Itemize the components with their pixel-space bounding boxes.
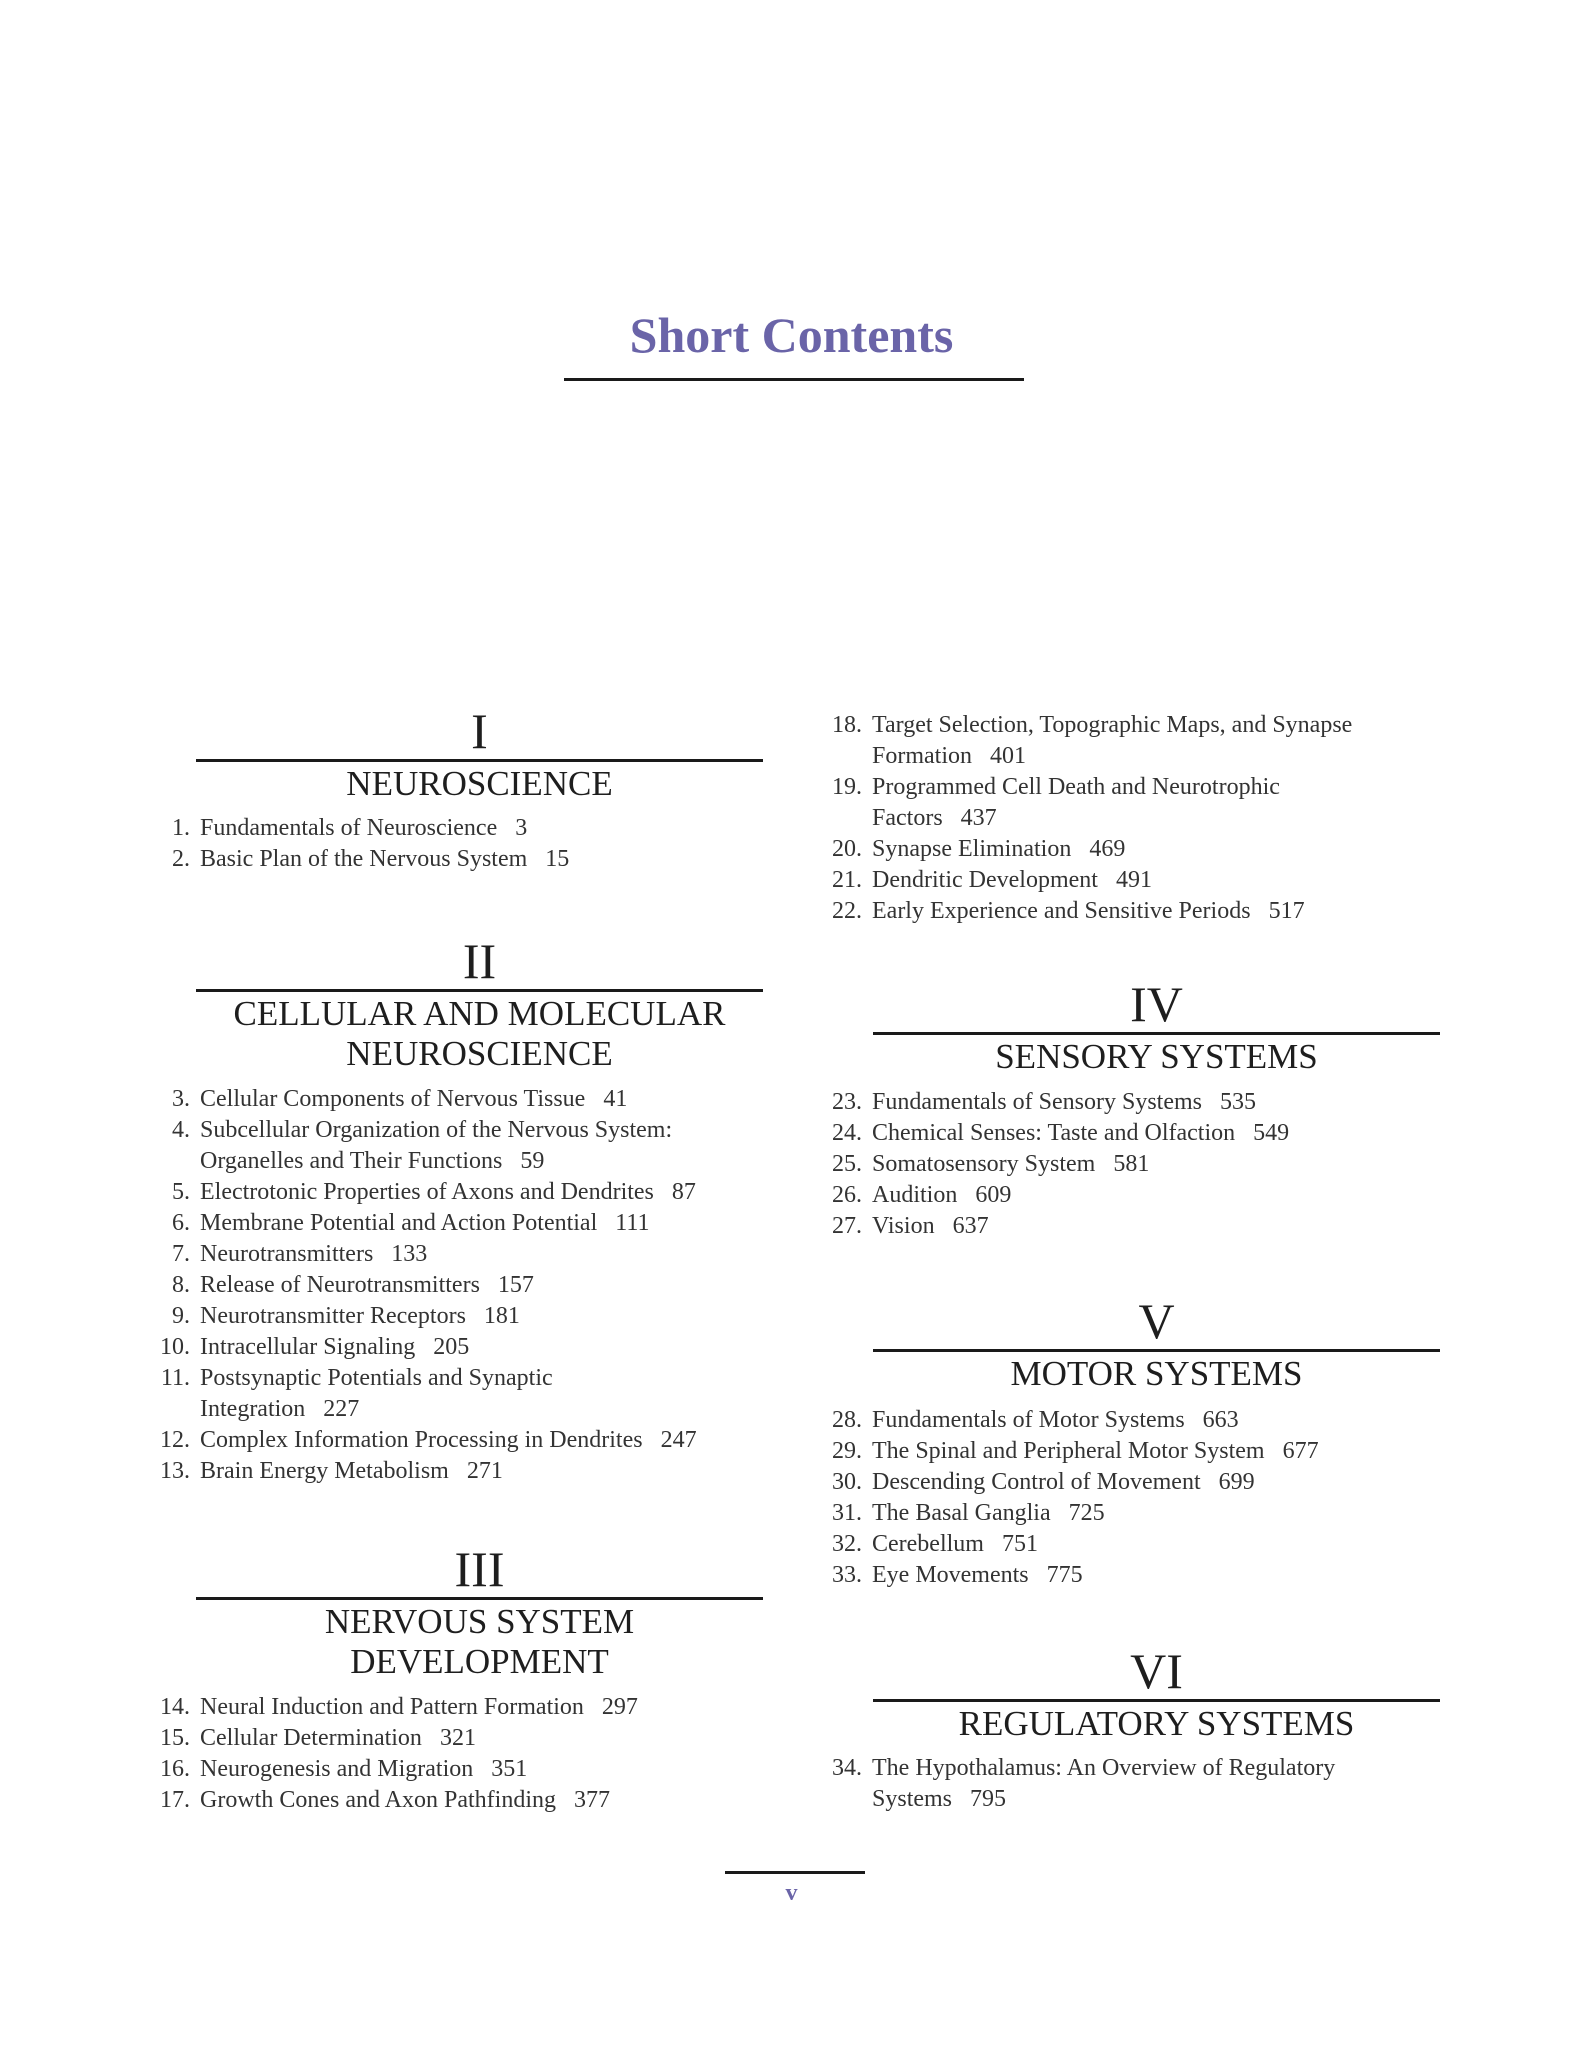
toc-entry[interactable]: [150, 1270, 790, 1301]
toc-entry[interactable]: [150, 1363, 790, 1425]
chapter-title: Neurotransmitters: [200, 1241, 374, 1267]
chapter-title: Growth Cones and Axon Pathfinding: [200, 1787, 556, 1813]
chapter-number: 10.: [160, 1334, 190, 1360]
chapter-page: 111: [615, 1210, 650, 1236]
chapter-page: 133: [391, 1241, 428, 1267]
part-heading: [873, 976, 1440, 1077]
chapter-page: 3: [515, 815, 528, 841]
part-numeral: IV: [1130, 976, 1183, 1032]
chapter-number: 30.: [832, 1469, 862, 1495]
part-name: SENSORY SYSTEMS: [995, 1037, 1318, 1076]
chapter-title: Dendritic Development: [872, 867, 1098, 893]
chapter-title: The Hypothalamus: An Overview of Regulatory Systems: [872, 1755, 1336, 1812]
chapter-page: 609: [975, 1182, 1012, 1208]
chapter-title: Synapse Elimination: [872, 836, 1072, 862]
toc-entry[interactable]: [822, 1753, 1462, 1815]
toc-entry[interactable]: [150, 1332, 790, 1363]
chapter-number: 29.: [832, 1438, 862, 1464]
toc-entry[interactable]: [150, 1785, 790, 1816]
chapter-title: Brain Energy Metabolism: [200, 1458, 449, 1484]
part-rule: [873, 1699, 1440, 1702]
chapter-title: Postsynaptic Potentials and Synaptic Integration: [200, 1365, 553, 1422]
part-rule: [196, 989, 763, 992]
chapter-title: Intracellular Signaling: [200, 1334, 416, 1360]
part-numeral: II: [462, 933, 497, 989]
chapter-title: Early Experience and Sensitive Periods: [872, 898, 1251, 924]
part-heading: [196, 933, 763, 1074]
chapter-number: 5.: [172, 1179, 190, 1205]
chapter-page: 157: [497, 1272, 534, 1298]
toc-entry[interactable]: [822, 896, 1462, 927]
chapter-number: 16.: [160, 1756, 190, 1782]
chapter-number: 1.: [172, 815, 190, 841]
toc-entry[interactable]: [822, 1467, 1462, 1498]
chapter-number: 27.: [832, 1213, 862, 1239]
part-rule: [196, 759, 763, 762]
chapter-page: 321: [439, 1725, 476, 1751]
entry-list: [822, 710, 1462, 927]
chapter-page: 491: [1115, 867, 1152, 893]
toc-entry[interactable]: [822, 865, 1462, 896]
chapter-title: Membrane Potential and Action Potential: [200, 1210, 598, 1236]
entry-list: [822, 1753, 1462, 1815]
chapter-title: Basic Plan of the Nervous System: [200, 846, 528, 872]
chapter-title: Cellular Determination: [200, 1725, 422, 1751]
toc-entry[interactable]: [822, 1498, 1462, 1529]
chapter-page: 517: [1268, 898, 1305, 924]
toc-entry[interactable]: [822, 710, 1462, 772]
toc-entry[interactable]: [150, 1692, 790, 1723]
chapter-page: 775: [1046, 1562, 1083, 1588]
chapter-title: Cellular Components of Nervous Tissue: [200, 1086, 586, 1112]
chapter-page: 677: [1282, 1438, 1319, 1464]
chapter-page: 181: [483, 1303, 520, 1329]
chapter-page: 271: [466, 1458, 503, 1484]
chapter-title: Fundamentals of Sensory Systems: [872, 1089, 1202, 1115]
title-rule: [564, 378, 1024, 381]
chapter-title: Subcellular Organization of the Nervous System: Organelles and Their Functions: [200, 1117, 673, 1174]
chapter-title: Electrotonic Properties of Axons and Dendrites: [200, 1179, 654, 1205]
chapter-number: 19.: [832, 774, 862, 800]
part-numeral: VI: [1130, 1643, 1183, 1699]
chapter-page: 549: [1253, 1120, 1290, 1146]
chapter-title: Somatosensory System: [872, 1151, 1096, 1177]
chapter-number: 22.: [832, 898, 862, 924]
chapter-number: 34.: [832, 1755, 862, 1781]
chapter-title: Chemical Senses: Taste and Olfaction: [872, 1120, 1236, 1146]
toc-entry[interactable]: [150, 844, 790, 875]
entry-list: [150, 813, 790, 875]
chapter-number: 21.: [832, 867, 862, 893]
chapter-page: 581: [1113, 1151, 1150, 1177]
chapter-number: 18.: [832, 712, 862, 738]
chapter-page: 377: [573, 1787, 610, 1813]
chapter-title: Programmed Cell Death and Neurotrophic Factors: [872, 774, 1280, 831]
toc-entry[interactable]: [822, 1149, 1462, 1180]
chapter-page: 751: [1001, 1531, 1038, 1557]
entry-list: [150, 1084, 790, 1487]
toc-entry[interactable]: [150, 1456, 790, 1487]
chapter-page: 699: [1218, 1469, 1255, 1495]
chapter-page: 637: [952, 1213, 989, 1239]
chapter-number: 28.: [832, 1407, 862, 1433]
chapter-number: 4.: [172, 1117, 190, 1143]
chapter-number: 33.: [832, 1562, 862, 1588]
part-heading: [196, 703, 763, 804]
chapter-page: 15: [545, 846, 570, 872]
chapter-number: 15.: [160, 1725, 190, 1751]
chapter-page: 205: [433, 1334, 470, 1360]
chapter-number: 13.: [160, 1458, 190, 1484]
chapter-title: Cerebellum: [872, 1531, 984, 1557]
toc-entry[interactable]: [822, 834, 1462, 865]
toc-entry[interactable]: [150, 1425, 790, 1456]
toc-entry[interactable]: [150, 1084, 790, 1115]
page-title: Short Contents: [629, 307, 954, 363]
toc-entry[interactable]: [822, 1560, 1462, 1591]
chapter-page: 535: [1220, 1089, 1256, 1115]
toc-entry[interactable]: [822, 1529, 1462, 1560]
part-heading: [873, 1643, 1440, 1744]
chapter-title: Fundamentals of Neuroscience: [200, 815, 498, 841]
toc-entry[interactable]: [822, 1180, 1462, 1211]
chapter-title: Vision: [872, 1213, 935, 1239]
toc-entry[interactable]: [150, 1239, 790, 1270]
chapter-number: 7.: [172, 1241, 190, 1267]
part-name: NEUROSCIENCE: [346, 764, 613, 803]
footer-rule: [725, 1871, 865, 1874]
part-rule: [873, 1032, 1440, 1035]
chapter-number: 31.: [832, 1500, 862, 1526]
part-numeral: III: [454, 1541, 505, 1597]
chapter-title: Descending Control of Movement: [872, 1469, 1201, 1495]
chapter-page: 351: [491, 1756, 528, 1782]
chapter-number: 6.: [172, 1210, 190, 1236]
part-numeral: I: [471, 703, 488, 759]
chapter-title: The Basal Ganglia: [872, 1500, 1051, 1526]
chapter-number: 25.: [832, 1151, 862, 1177]
toc-entry[interactable]: [822, 1211, 1462, 1242]
toc-entry[interactable]: [150, 1754, 790, 1785]
chapter-page: 469: [1089, 836, 1126, 862]
toc-entry[interactable]: [150, 813, 790, 844]
chapter-title: Target Selection, Topographic Maps, and Synapse Formation: [872, 712, 1353, 769]
chapter-title: The Spinal and Peripheral Motor System: [872, 1438, 1265, 1464]
chapter-page: 401: [990, 743, 1026, 769]
chapter-page: 297: [601, 1694, 638, 1720]
part-heading: [873, 1293, 1440, 1394]
page-number: v: [785, 1880, 798, 1906]
chapter-page: 227: [323, 1396, 360, 1422]
chapter-page: 795: [970, 1786, 1007, 1812]
part-rule: [196, 1597, 763, 1600]
chapter-number: 26.: [832, 1182, 862, 1208]
toc-entry[interactable]: [150, 1301, 790, 1332]
chapter-number: 3.: [172, 1086, 190, 1112]
toc-entry[interactable]: [822, 1118, 1462, 1149]
chapter-title: Fundamentals of Motor Systems: [872, 1407, 1185, 1433]
toc-entry[interactable]: [822, 1087, 1462, 1118]
toc-entry[interactable]: [822, 1405, 1462, 1436]
chapter-number: 24.: [832, 1120, 862, 1146]
chapter-number: 23.: [832, 1089, 862, 1115]
chapter-title: Audition: [872, 1182, 958, 1208]
chapter-number: 8.: [172, 1272, 190, 1298]
toc-entry[interactable]: [150, 1115, 790, 1177]
chapter-page: 59: [520, 1148, 545, 1174]
toc-entry[interactable]: [150, 1723, 790, 1754]
chapter-number: 11.: [160, 1365, 190, 1391]
toc-entry[interactable]: [822, 772, 1462, 834]
part-name: NERVOUS SYSTEM DEVELOPMENT: [324, 1602, 635, 1681]
chapter-title: Release of Neurotransmitters: [200, 1272, 480, 1298]
toc-entry[interactable]: [822, 1436, 1462, 1467]
chapter-title: Neurogenesis and Migration: [200, 1756, 474, 1782]
chapter-page: 41: [603, 1086, 628, 1112]
chapter-title: Eye Movements: [872, 1562, 1029, 1588]
chapter-number: 14.: [160, 1694, 190, 1720]
chapter-title: Neural Induction and Pattern Formation: [200, 1694, 584, 1720]
chapter-number: 17.: [160, 1787, 190, 1813]
chapter-title: Complex Information Processing in Dendrites: [200, 1427, 643, 1453]
entry-list: [150, 1692, 790, 1816]
chapter-title: Neurotransmitter Receptors: [200, 1303, 466, 1329]
chapter-page: 247: [660, 1427, 697, 1453]
chapter-number: 12.: [160, 1427, 190, 1453]
part-rule: [873, 1349, 1440, 1352]
toc-entry[interactable]: [150, 1177, 790, 1208]
toc-entry[interactable]: [150, 1208, 790, 1239]
chapter-page: 437: [960, 805, 997, 831]
part-name: CELLULAR AND MOLECULAR NEUROSCIENCE: [233, 994, 726, 1073]
entry-list: [822, 1087, 1462, 1242]
chapter-page: 725: [1068, 1500, 1105, 1526]
chapter-page: 663: [1202, 1407, 1239, 1433]
chapter-page: 87: [671, 1179, 696, 1205]
part-heading: [196, 1541, 763, 1682]
chapter-number: 2.: [172, 846, 190, 872]
chapter-number: 9.: [172, 1303, 190, 1329]
part-name: MOTOR SYSTEMS: [1010, 1354, 1303, 1393]
entry-list: [822, 1405, 1462, 1591]
part-numeral: V: [1138, 1293, 1175, 1349]
part-name: REGULATORY SYSTEMS: [958, 1704, 1355, 1743]
chapter-number: 20.: [832, 836, 862, 862]
chapter-number: 32.: [832, 1531, 862, 1557]
